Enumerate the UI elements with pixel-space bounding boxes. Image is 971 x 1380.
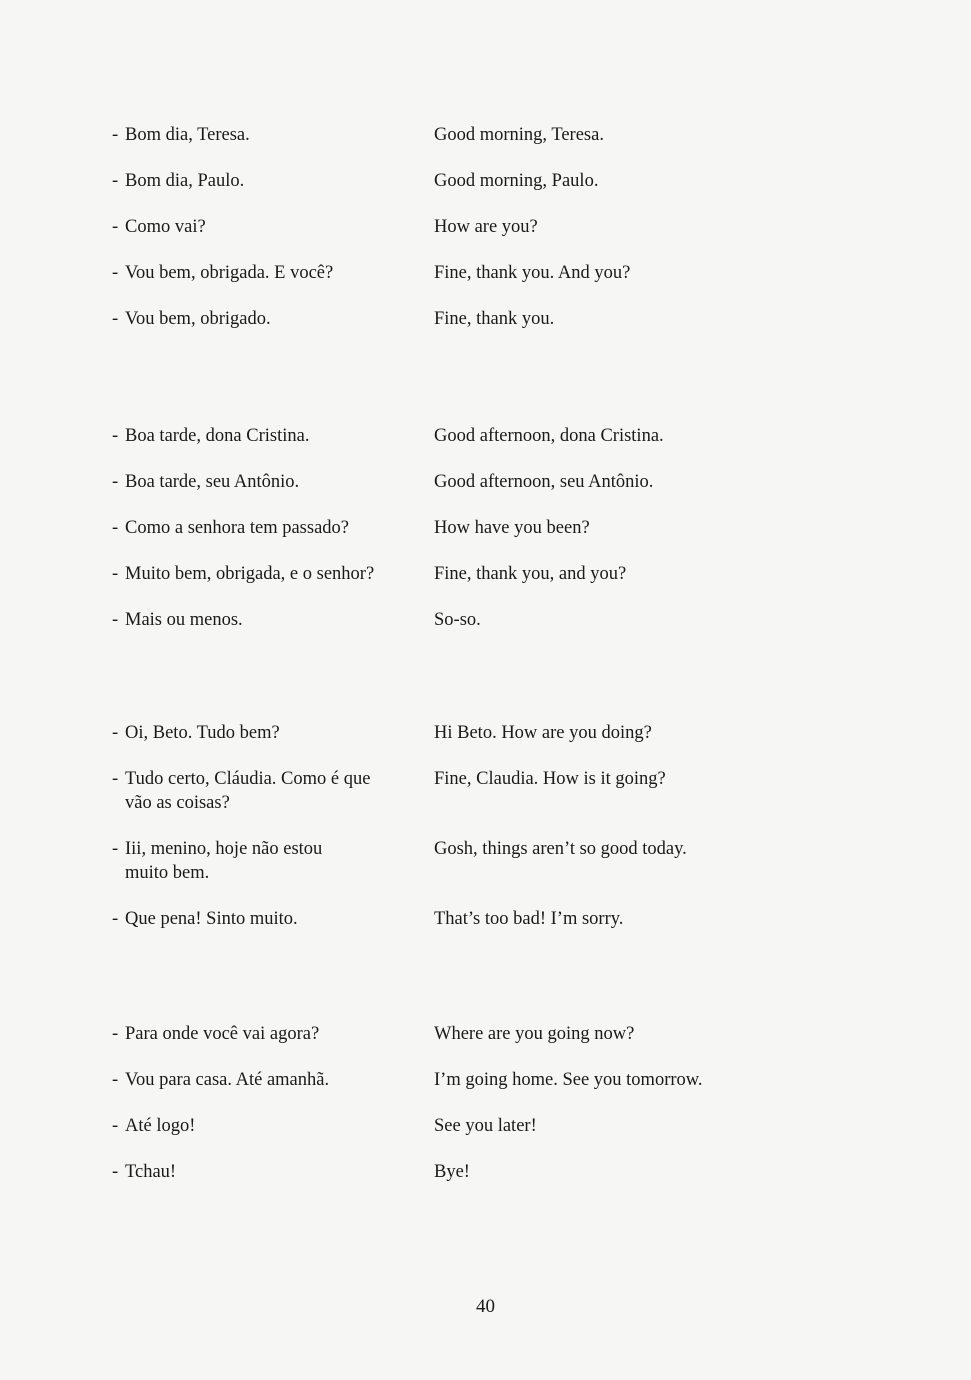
english-translation: Good afternoon, dona Cristina. bbox=[434, 426, 664, 446]
dialogue-line bbox=[112, 1160, 792, 1206]
english-translation: Fine, thank you. bbox=[434, 309, 555, 329]
english-translation: Good morning, Teresa. bbox=[434, 125, 604, 145]
dialogue-line bbox=[112, 608, 792, 654]
english-translation: Hi Beto. How are you doing? bbox=[434, 723, 652, 743]
dialogue-line bbox=[112, 1114, 792, 1160]
dialogue-1 bbox=[112, 123, 792, 353]
portuguese-line: - Vou bem, obrigada. E você? bbox=[112, 263, 334, 283]
dialogue-line bbox=[112, 123, 792, 169]
dialogue-line bbox=[112, 307, 792, 353]
portuguese-line: - Muito bem, obrigada, e o senhor? bbox=[112, 564, 375, 584]
portuguese-line: - Boa tarde, dona Cristina. bbox=[112, 426, 310, 446]
english-translation: Where are you going now? bbox=[434, 1024, 635, 1044]
portuguese-line: - Bom dia, Teresa. bbox=[112, 125, 250, 145]
portuguese-line: - Tchau! bbox=[112, 1162, 177, 1182]
dialogue-line bbox=[112, 1022, 792, 1068]
english-translation: Good morning, Paulo. bbox=[434, 171, 599, 191]
dialogue-line bbox=[112, 1068, 792, 1114]
dialogue-4 bbox=[112, 1022, 792, 1206]
english-translation: How are you? bbox=[434, 217, 538, 237]
portuguese-line: - Boa tarde, seu Antônio. bbox=[112, 472, 300, 492]
english-translation: Fine, thank you, and you? bbox=[434, 564, 627, 584]
english-translation: That’s too bad! I’m sorry. bbox=[434, 909, 624, 929]
portuguese-line: - Até logo! bbox=[112, 1116, 196, 1136]
dialogue-2 bbox=[112, 424, 792, 654]
portuguese-line: - Para onde você vai agora? bbox=[112, 1024, 320, 1044]
portuguese-line: - Como a senhora tem passado? bbox=[112, 518, 349, 538]
english-translation: Fine, thank you. And you? bbox=[434, 263, 631, 283]
portuguese-line: - Vou para casa. Até amanhã. bbox=[112, 1070, 330, 1090]
dialogue-line bbox=[112, 767, 792, 837]
portuguese-line: - Vou bem, obrigado. bbox=[112, 309, 271, 329]
page-number: 40 bbox=[476, 1296, 495, 1317]
dialogue-3 bbox=[112, 721, 792, 953]
portuguese-line: - Que pena! Sinto muito. bbox=[112, 909, 298, 929]
english-translation: How have you been? bbox=[434, 518, 590, 538]
english-translation: So-so. bbox=[434, 610, 481, 630]
dialogue-line bbox=[112, 721, 792, 767]
dialogue-line bbox=[112, 562, 792, 608]
portuguese-line: - Mais ou menos. bbox=[112, 610, 243, 630]
english-translation: I’m going home. See you tomorrow. bbox=[434, 1070, 703, 1090]
dialogue-line bbox=[112, 470, 792, 516]
dialogue-line bbox=[112, 424, 792, 470]
dialogue-line bbox=[112, 215, 792, 261]
portuguese-line: - Iii, menino, hoje não estou muito bem. bbox=[112, 839, 323, 883]
dialogue-line bbox=[112, 907, 792, 953]
portuguese-line: - Oi, Beto. Tudo bem? bbox=[112, 723, 280, 743]
dialogue-line bbox=[112, 169, 792, 215]
dialogue-line bbox=[112, 516, 792, 562]
english-translation: Good afternoon, seu Antônio. bbox=[434, 472, 654, 492]
english-translation: See you later! bbox=[434, 1116, 537, 1136]
english-translation: Gosh, things aren’t so good today. bbox=[434, 839, 687, 859]
english-translation: Fine, Claudia. How is it going? bbox=[434, 769, 666, 789]
portuguese-line: - Bom dia, Paulo. bbox=[112, 171, 245, 191]
dialogue-line bbox=[112, 837, 792, 907]
dialogue-line bbox=[112, 261, 792, 307]
english-translation: Bye! bbox=[434, 1162, 470, 1182]
portuguese-line: - Tudo certo, Cláudia. Como é que vão as coisas? bbox=[112, 769, 371, 813]
portuguese-line: - Como vai? bbox=[112, 217, 206, 237]
